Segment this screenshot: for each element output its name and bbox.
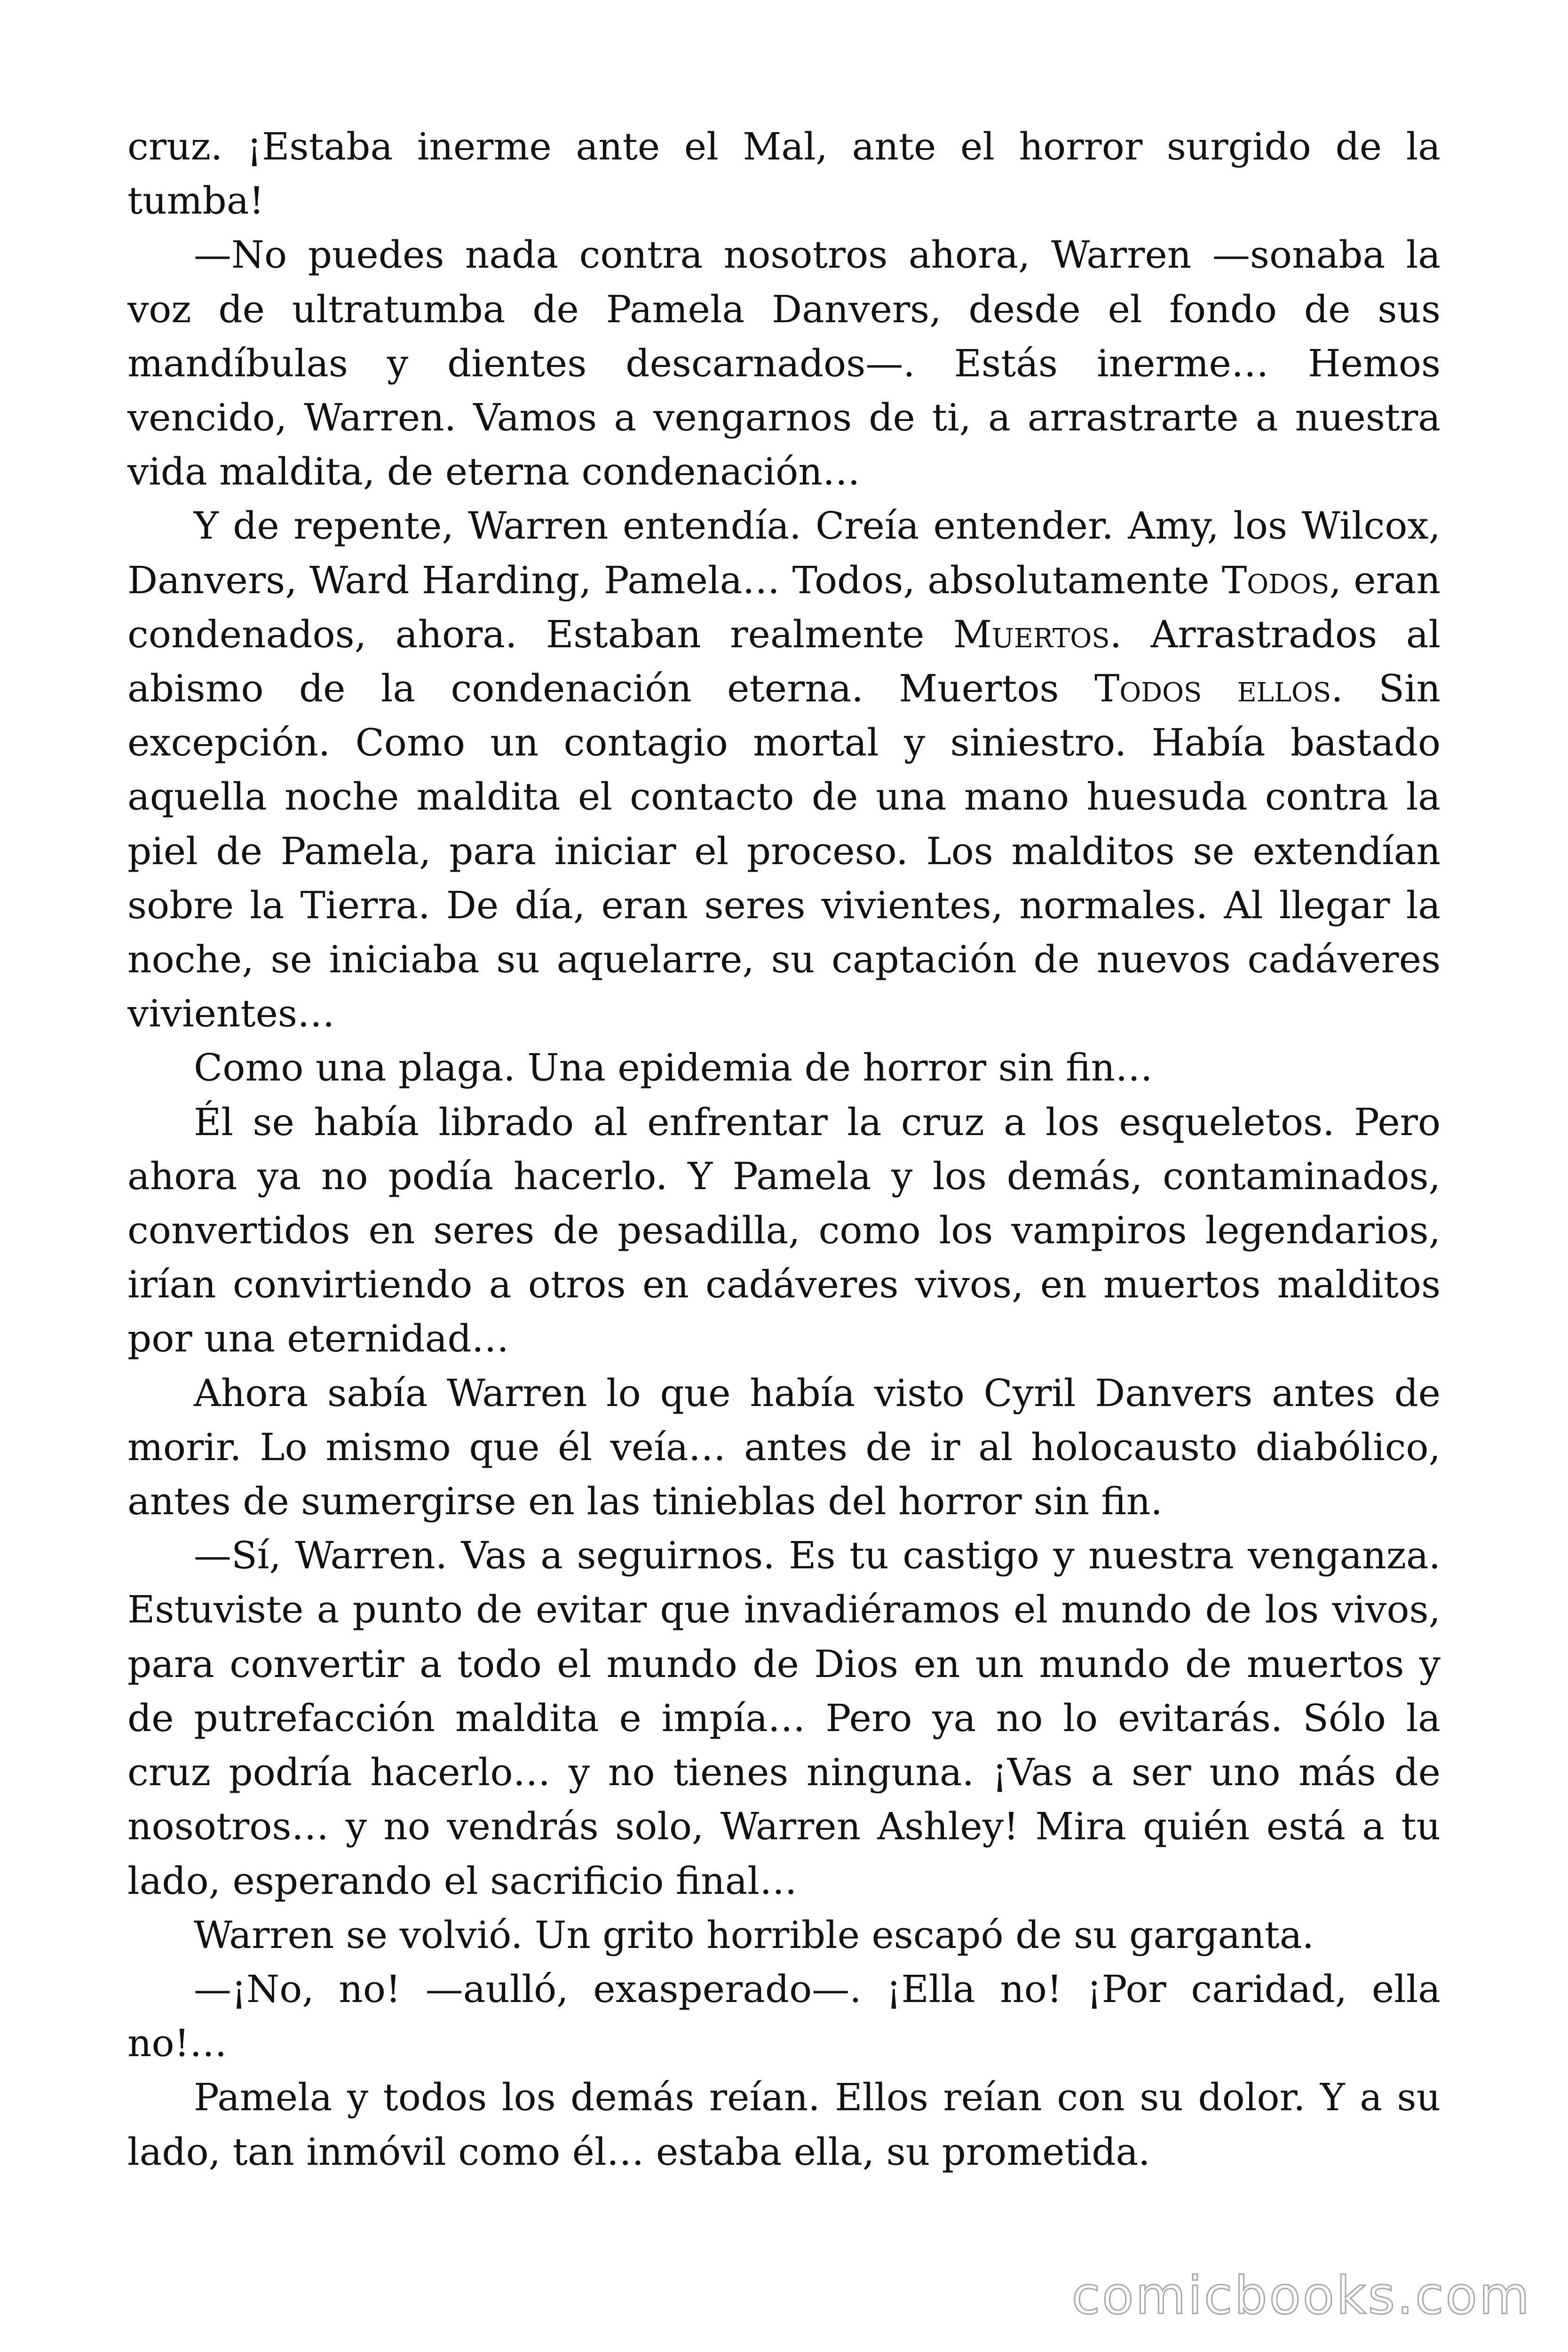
paragraph-1: cruz. ¡Estaba inerme ante el Mal, ante el horror surgido de la tumba! xyxy=(127,125,1441,223)
paragraph-3-part-2: , eran condenados, ahora. Estaban realmente xyxy=(127,558,1441,656)
paragraph-2: —No puedes nada contra nosotros ahora, Warren —sonaba la voz de ultratumba de Pamela Danvers, desde el fondo de sus mandíbulas y dientes descarnados—. Estás inerme… Hemos vencido, Warren. Vamos a vengarnos de ti, a arrastrarte a nuestra vida maldita, de eterna condenación… xyxy=(127,233,1441,494)
paragraph-3-part-1: Y de repente, Warren entendía. Creía entender. Amy, los Wilcox, Danvers, Ward Harding, Pamela… Todos, absolutamente xyxy=(127,504,1441,602)
paragraph-10: Pamela y todos los demás reían. Ellos reían con su dolor. Y a su lado, tan inmóvil como él… estaba ella, su prometida. xyxy=(127,2075,1441,2174)
paragraph-3 xyxy=(127,499,1441,1041)
paragraph-7: —Sí, Warren. Vas a seguirnos. Es tu castigo y nuestra venganza. Estuviste a punto de evitar que invadiéramos el mundo de los vivos, para convertir a todo el mundo de Dios en un mundo de muertos y de putrefacción maldita e impía… Pero ya no lo evitarás. Sólo la cruz podría hacerlo… y no tienes ninguna. ¡Vas a ser uno más de nosotros… y no vendrás solo, Warren Ashley! Mira quién está a tu lado, esperando el sacrificio final… xyxy=(127,1534,1441,1903)
paragraph-6: Ahora sabía Warren lo que había visto Cyril Danvers antes de morir. Lo mismo que él veía… antes de ir al holocausto diabólico, antes de sumergirse en las tinieblas del horror sin fin. xyxy=(127,1371,1441,1524)
paragraph-5: Él se había librado al enfrentar la cruz a los esqueletos. Pero ahora ya no podía hacerlo. Y Pamela y los demás, contaminados, convertidos en seres de pesadilla, como los vampiros legendarios, irían convirtiendo a otros en cadáveres vivos, en muertos malditos por una eternidad… xyxy=(127,1100,1441,1361)
paragraph-9: —¡No, no! —aulló, exasperado—. ¡Ella no! ¡Por caridad, ella no!… xyxy=(127,1967,1441,2066)
paragraph-3-part-4: . Sin excepción. Como un contagio mortal y siniestro. Había bastado aquella noche maldita el contacto de una mano huesuda contra la piel de Pamela, para iniciar el proceso. Los malditos se extendían sobre la Tierra. De día, eran seres vivientes, normales. Al llegar la noche, se iniciaba su aquelarre, su captación de nuevos cadáveres vivientes… xyxy=(127,667,1441,1036)
small-caps-todos-ellos: Todos ellos xyxy=(1094,667,1331,711)
paragraph-3-part-3: . Arrastrados al abismo de la condenación eterna. Muertos xyxy=(127,612,1441,711)
body-text xyxy=(127,119,1441,2179)
small-caps-todos: Todos xyxy=(1221,558,1330,602)
watermark-logo: comicbooks.com xyxy=(1071,2265,1531,2326)
paragraph-8: Warren se volvió. Un grito horrible escapó de su garganta. xyxy=(194,1913,1314,1957)
paragraph-4: Como una plaga. Una epidemia de horror sin fin… xyxy=(194,1046,1153,1090)
small-caps-muertos: Muertos xyxy=(953,612,1110,656)
